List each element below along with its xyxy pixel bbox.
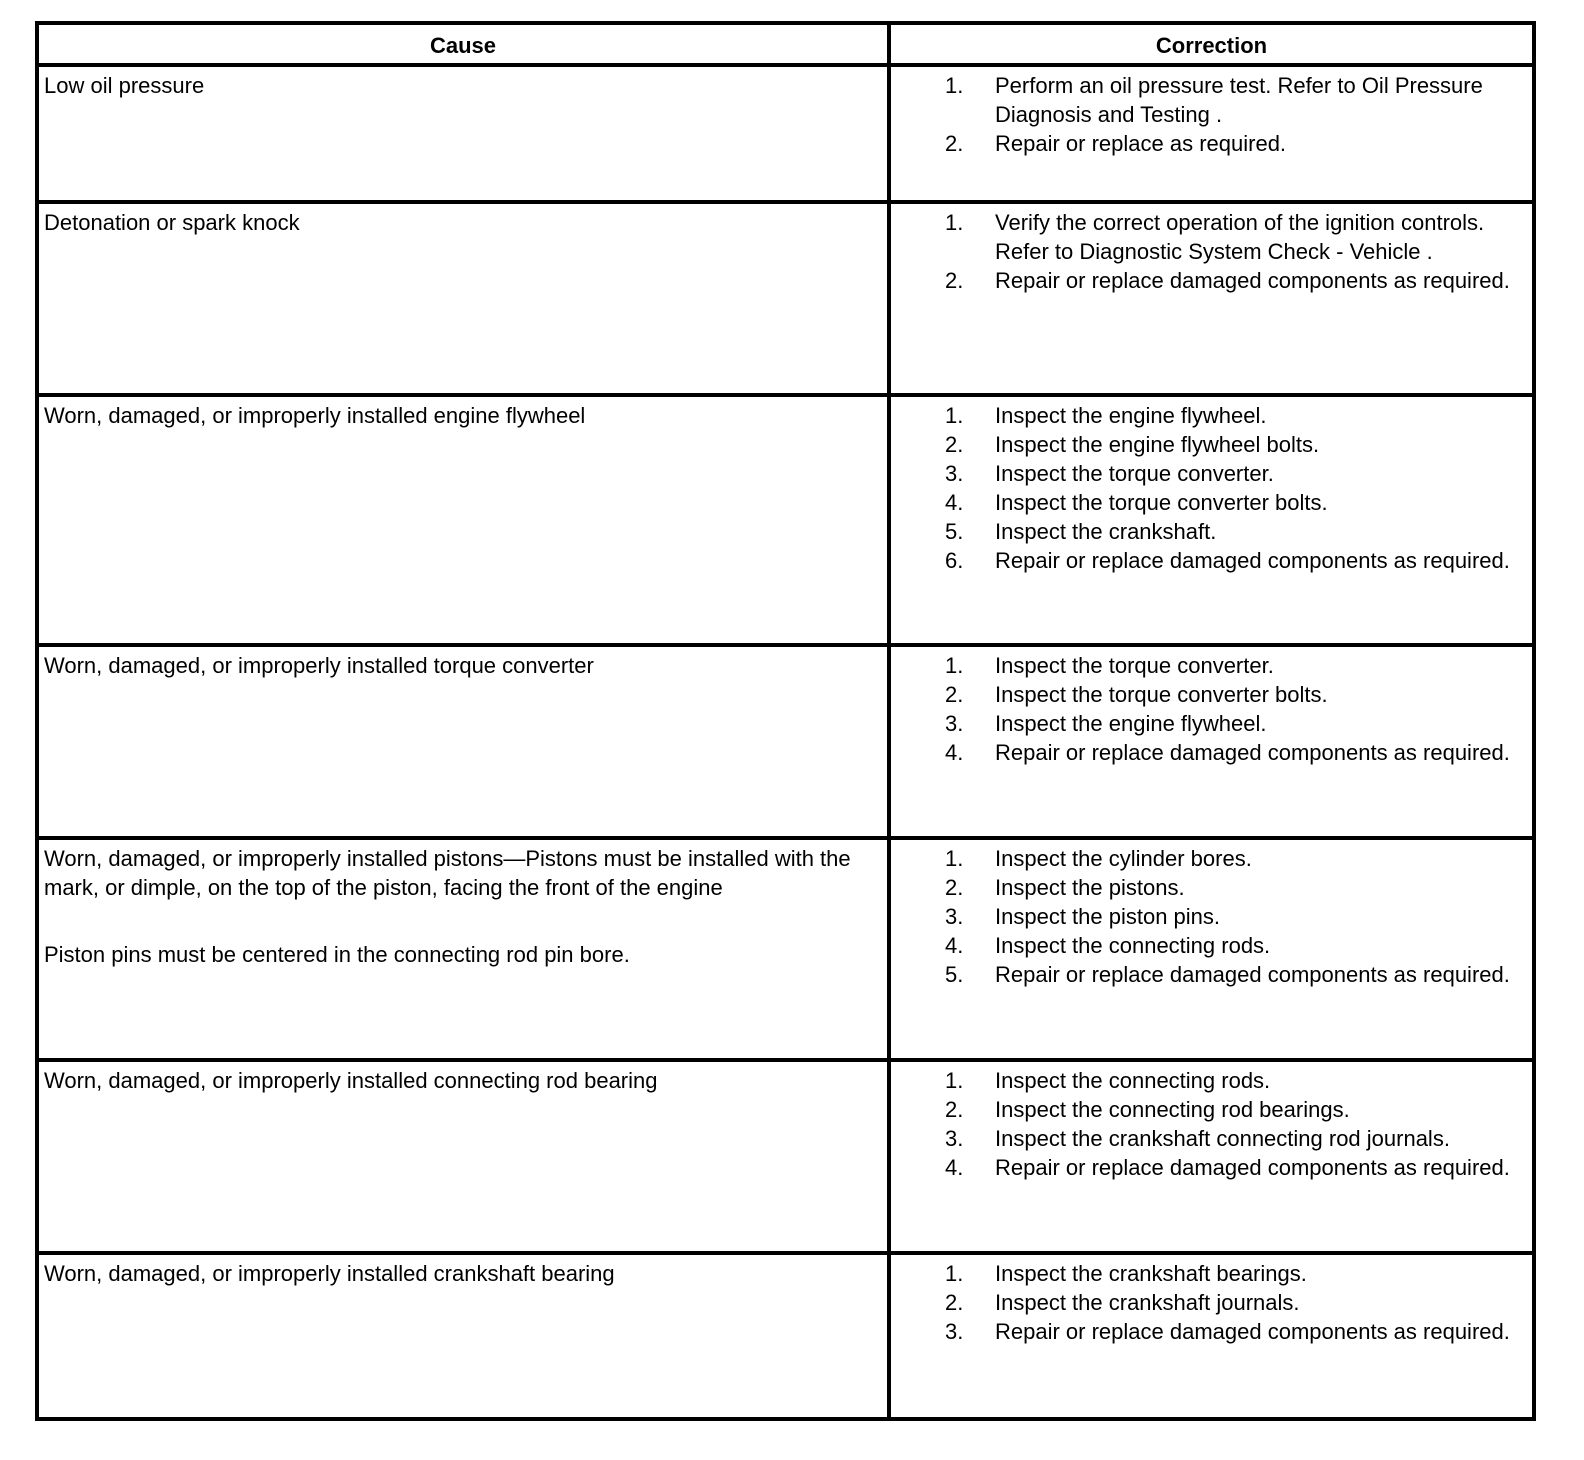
cause-cell [37,1253,889,1419]
table-row [37,645,1534,838]
step-number: 1. [945,403,964,428]
step-number: 2. [945,875,964,900]
correction-step [891,873,1522,902]
step-number: 1. [945,1068,964,1093]
step-text: Repair or replace damaged components as required. [995,548,1510,573]
correction-cell [889,395,1534,645]
step-text: Inspect the piston pins. [995,904,1221,929]
correction-step [891,1066,1522,1095]
cause-cell [37,838,889,1060]
step-text: Repair or replace damaged components as required. [995,1319,1510,1344]
diagnostic-table [35,21,1536,1421]
step-number: 1. [945,73,964,98]
step-text: Inspect the crankshaft. [995,519,1217,544]
step-text: Inspect the connecting rods. [995,933,1271,958]
cause-text: Worn, damaged, or improperly installed connecting rod bearing [44,1068,658,1093]
correction-steps [891,651,1522,767]
step-text: Repair or replace damaged components as required. [995,740,1510,765]
step-text: Verify the correct operation of the ignition controls. Refer to Diagnostic System Check - Vehicle . [995,210,1485,264]
step-text: Inspect the torque converter bolts. [995,682,1328,707]
cause-text: Detonation or spark knock [44,210,300,235]
correction-step [891,430,1522,459]
step-text: Inspect the crankshaft bearings. [995,1261,1307,1286]
correction-cell [889,838,1534,1060]
correction-step [891,488,1522,517]
correction-step [891,129,1522,158]
table-row [37,838,1534,1060]
step-text: Inspect the engine flywheel. [995,711,1267,736]
step-text: Repair or replace damaged components as required. [995,1155,1510,1180]
step-number: 3. [945,904,964,929]
correction-steps [891,844,1522,989]
correction-step [891,680,1522,709]
step-text: Repair or replace damaged components as required. [995,962,1510,987]
step-text: Inspect the torque converter. [995,461,1274,486]
table-row [37,65,1534,202]
step-number: 3. [945,1319,964,1344]
step-text: Inspect the crankshaft journals. [995,1290,1300,1315]
correction-step [891,546,1522,575]
correction-cell [889,1253,1534,1419]
table-row [37,395,1534,645]
correction-steps [891,208,1522,295]
cause-text: Worn, damaged, or improperly installed engine flywheel [44,403,586,428]
step-text: Inspect the torque converter bolts. [995,490,1328,515]
correction-step [891,844,1522,873]
cause-cell [37,645,889,838]
header-cause: Cause [37,23,889,65]
step-text: Perform an oil pressure test. Refer to Oil Pressure Diagnosis and Testing . [995,73,1483,127]
correction-step [891,1095,1522,1124]
correction-step [891,1153,1522,1182]
step-text: Inspect the crankshaft connecting rod journals. [995,1126,1450,1151]
correction-steps [891,1066,1522,1182]
cause-cell [37,1060,889,1253]
correction-step [891,1259,1522,1288]
correction-step [891,709,1522,738]
correction-step [891,459,1522,488]
step-number: 1. [945,210,964,235]
cause-text: Worn, damaged, or improperly installed torque converter [44,653,594,678]
step-text: Inspect the pistons. [995,875,1185,900]
step-number: 5. [945,519,964,544]
step-text: Inspect the engine flywheel. [995,403,1267,428]
correction-step [891,960,1522,989]
step-number: 3. [945,461,964,486]
header-row [37,23,1534,65]
correction-step [891,1317,1522,1346]
step-number: 1. [945,1261,964,1286]
correction-step [891,517,1522,546]
step-number: 5. [945,962,964,987]
cause-cell [37,202,889,395]
cause-cell [37,65,889,202]
step-number: 1. [945,846,964,871]
correction-step [891,401,1522,430]
correction-step [891,208,1522,266]
step-number: 3. [945,1126,964,1151]
step-number: 2. [945,682,964,707]
step-number: 4. [945,1155,964,1180]
header-correction: Correction [889,23,1534,65]
step-number: 4. [945,933,964,958]
table-body [37,65,1534,1419]
correction-step [891,651,1522,680]
correction-cell [889,1060,1534,1253]
step-text: Inspect the engine flywheel bolts. [995,432,1320,457]
cause-text: Worn, damaged, or improperly installed pistons—Pistons must be installed with the mark, or dimple, on the top of the piston, facing the front of the engine [44,846,851,900]
step-text: Inspect the connecting rod bearings. [995,1097,1350,1122]
correction-step [891,1124,1522,1153]
correction-steps [891,71,1522,158]
step-number: 2. [945,1097,964,1122]
step-text: Repair or replace damaged components as required. [995,268,1510,293]
table-row [37,1060,1534,1253]
step-number: 1. [945,653,964,678]
correction-step [891,1288,1522,1317]
correction-cell [889,202,1534,395]
cause-text: Piston pins must be centered in the connecting rod pin bore. [44,942,630,967]
step-number: 3. [945,711,964,736]
step-number: 2. [945,1290,964,1315]
step-text: Repair or replace as required. [995,131,1287,156]
cause-cell [37,395,889,645]
correction-cell [889,65,1534,202]
step-number: 6. [945,548,964,573]
step-number: 4. [945,740,964,765]
cause-text: Low oil pressure [44,73,205,98]
step-text: Inspect the torque converter. [995,653,1274,678]
step-text: Inspect the connecting rods. [995,1068,1271,1093]
step-number: 2. [945,131,964,156]
step-text: Inspect the cylinder bores. [995,846,1252,871]
correction-steps [891,401,1522,575]
cause-text: Worn, damaged, or improperly installed crankshaft bearing [44,1261,615,1286]
correction-step [891,931,1522,960]
correction-step [891,902,1522,931]
table-row [37,1253,1534,1419]
step-number: 2. [945,432,964,457]
correction-step [891,71,1522,129]
correction-step [891,266,1522,295]
step-number: 2. [945,268,964,293]
table-row [37,202,1534,395]
correction-steps [891,1259,1522,1346]
correction-step [891,738,1522,767]
correction-cell [889,645,1534,838]
step-number: 4. [945,490,964,515]
